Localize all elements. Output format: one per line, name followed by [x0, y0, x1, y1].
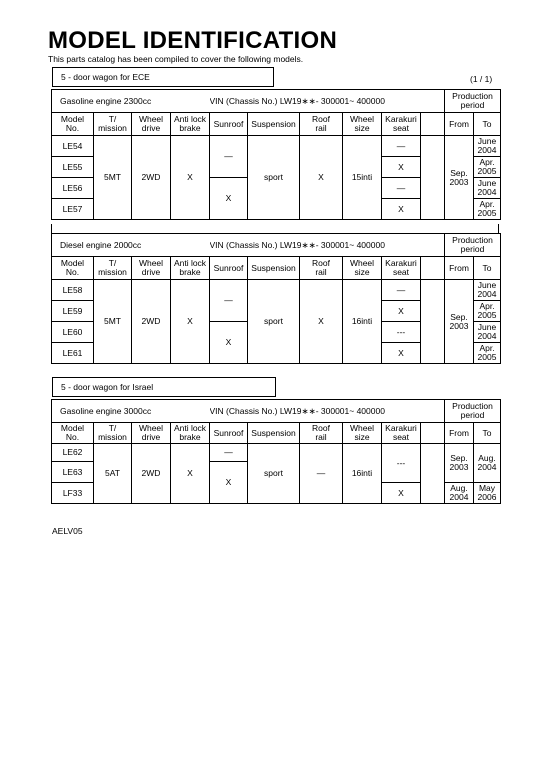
col-header-wheel-size: Wheel size	[343, 257, 382, 280]
suspension-cell: sport	[248, 280, 300, 364]
karakuri-cell: X	[382, 301, 421, 322]
engine-label: Gasoline engine 3000cc	[52, 400, 210, 423]
to-cell: June 2004	[474, 322, 501, 343]
from-cell: Sep. 2003	[445, 280, 474, 364]
karakuri-cell: ---	[382, 322, 421, 343]
vin-label: VIN (Chassis No.) LW19∗∗- 300001~ 400000	[210, 400, 445, 423]
model-no: LE61	[52, 343, 94, 364]
wheel-size-cell: 15inti	[343, 136, 382, 220]
production-header: Production period	[445, 234, 501, 257]
sunroof-cell: —	[210, 136, 248, 178]
sunroof-cell: —	[210, 444, 248, 462]
from-cell: Sep. 2003	[445, 136, 474, 220]
col-header-model: Model No.	[52, 113, 94, 136]
to-cell: June 2004	[474, 178, 501, 199]
to-cell: Apr. 2005	[474, 301, 501, 322]
col-header-from: From	[445, 257, 474, 280]
transmission-cell: 5MT	[94, 136, 132, 220]
col-header-sunroof: Sunroof	[210, 423, 248, 444]
col-header-to: To	[474, 257, 501, 280]
model-no: LE62	[52, 444, 94, 462]
section-label-ece: 5 - door wagon for ECE	[52, 67, 274, 87]
model-no: LE57	[52, 199, 94, 220]
col-header-wheel-drive: Wheel drive	[132, 423, 171, 444]
karakuri-cell: X	[382, 157, 421, 178]
to-cell: June 2004	[474, 136, 501, 157]
blank-cell	[421, 280, 445, 364]
to-cell: Apr. 2005	[474, 199, 501, 220]
col-header-abs: Anti lock brake	[171, 113, 210, 136]
col-header-roof-rail: Roof rail	[300, 257, 343, 280]
section-label-israel: 5 - door wagon for Israel	[52, 377, 276, 397]
vin-label: VIN (Chassis No.) LW19∗∗- 300001~ 400000	[210, 234, 445, 257]
col-header-karakuri: Karakuri seat	[382, 257, 421, 280]
transmission-cell: 5AT	[94, 444, 132, 504]
col-header-roof-rail: Roof rail	[300, 113, 343, 136]
wheel-size-cell: 16inti	[343, 280, 382, 364]
model-no: LE58	[52, 280, 94, 301]
sunroof-cell: X	[210, 462, 248, 504]
col-header-abs: Anti lock brake	[171, 257, 210, 280]
transmission-cell: 5MT	[94, 280, 132, 364]
abs-cell: X	[171, 444, 210, 504]
wheel-drive-cell: 2WD	[132, 444, 171, 504]
col-header-model: Model No.	[52, 423, 94, 444]
to-cell: June 2004	[474, 280, 501, 301]
roof-rail-cell: —	[300, 444, 343, 504]
col-header-karakuri: Karakuri seat	[382, 423, 421, 444]
model-no: LF33	[52, 483, 94, 504]
model-no: LE60	[52, 322, 94, 343]
model-no: LE54	[52, 136, 94, 157]
col-header-transmission: T/ mission	[94, 113, 132, 136]
col-header-wheel-drive: Wheel drive	[132, 257, 171, 280]
page-title: MODEL IDENTIFICATION	[48, 27, 338, 54]
sunroof-cell: —	[210, 280, 248, 322]
to-cell: Apr. 2005	[474, 343, 501, 364]
col-header-from: From	[445, 423, 474, 444]
to-cell: Apr. 2005	[474, 157, 501, 178]
col-header-transmission: T/ mission	[94, 257, 132, 280]
col-header-to: To	[474, 423, 501, 444]
col-header-wheel-size: Wheel size	[343, 113, 382, 136]
col-header-blank	[421, 257, 445, 280]
catalog-code: AELV05	[52, 526, 83, 536]
suspension-cell: sport	[248, 136, 300, 220]
model-table-gasoline-2300	[51, 89, 501, 220]
sunroof-cell: X	[210, 178, 248, 220]
col-header-suspension: Suspension	[248, 257, 300, 280]
col-header-model: Model No.	[52, 257, 94, 280]
sunroof-cell: X	[210, 322, 248, 364]
model-no: LE56	[52, 178, 94, 199]
engine-label: Diesel engine 2000cc	[52, 234, 210, 257]
wheel-drive-cell: 2WD	[132, 280, 171, 364]
engine-label: Gasoline engine 2300cc	[52, 90, 210, 113]
wheel-drive-cell: 2WD	[132, 136, 171, 220]
col-header-suspension: Suspension	[248, 113, 300, 136]
col-header-to: To	[474, 113, 501, 136]
page-number: (1 / 1)	[470, 74, 493, 84]
abs-cell: X	[171, 280, 210, 364]
karakuri-cell: —	[382, 178, 421, 199]
model-no: LE59	[52, 301, 94, 322]
col-header-karakuri: Karakuri seat	[382, 113, 421, 136]
to-cell: Aug. 2004	[474, 444, 501, 483]
model-no: LE63	[52, 462, 94, 483]
karakuri-cell: —	[382, 136, 421, 157]
vin-label: VIN (Chassis No.) LW19∗∗- 300001~ 400000	[210, 90, 445, 113]
karakuri-cell: X	[382, 483, 421, 504]
suspension-cell: sport	[248, 444, 300, 504]
col-header-wheel-size: Wheel size	[343, 423, 382, 444]
karakuri-cell: —	[382, 280, 421, 301]
model-table-gasoline-3000	[51, 399, 501, 504]
col-header-abs: Anti lock brake	[171, 423, 210, 444]
roof-rail-cell: X	[300, 280, 343, 364]
model-no: LE55	[52, 157, 94, 178]
from-cell: Sep. 2003	[445, 444, 474, 483]
col-header-sunroof: Sunroof	[210, 257, 248, 280]
col-header-sunroof: Sunroof	[210, 113, 248, 136]
col-header-wheel-drive: Wheel drive	[132, 113, 171, 136]
blank-cell	[421, 444, 445, 504]
roof-rail-cell: X	[300, 136, 343, 220]
karakuri-cell: X	[382, 199, 421, 220]
production-header: Production period	[445, 400, 501, 423]
from-cell: Aug. 2004	[445, 483, 474, 504]
wheel-size-cell: 16inti	[343, 444, 382, 504]
col-header-from: From	[445, 113, 474, 136]
page-subtitle: This parts catalog has been compiled to cover the following models.	[48, 54, 304, 64]
col-header-blank	[421, 113, 445, 136]
blank-cell	[421, 136, 445, 220]
production-header: Production period	[445, 90, 501, 113]
col-header-roof-rail: Roof rail	[300, 423, 343, 444]
col-header-blank	[421, 423, 445, 444]
abs-cell: X	[171, 136, 210, 220]
col-header-suspension: Suspension	[248, 423, 300, 444]
karakuri-cell: X	[382, 343, 421, 364]
model-table-diesel-2000	[51, 233, 501, 364]
to-cell: May 2006	[474, 483, 501, 504]
karakuri-cell: ---	[382, 444, 421, 483]
col-header-transmission: T/ mission	[94, 423, 132, 444]
